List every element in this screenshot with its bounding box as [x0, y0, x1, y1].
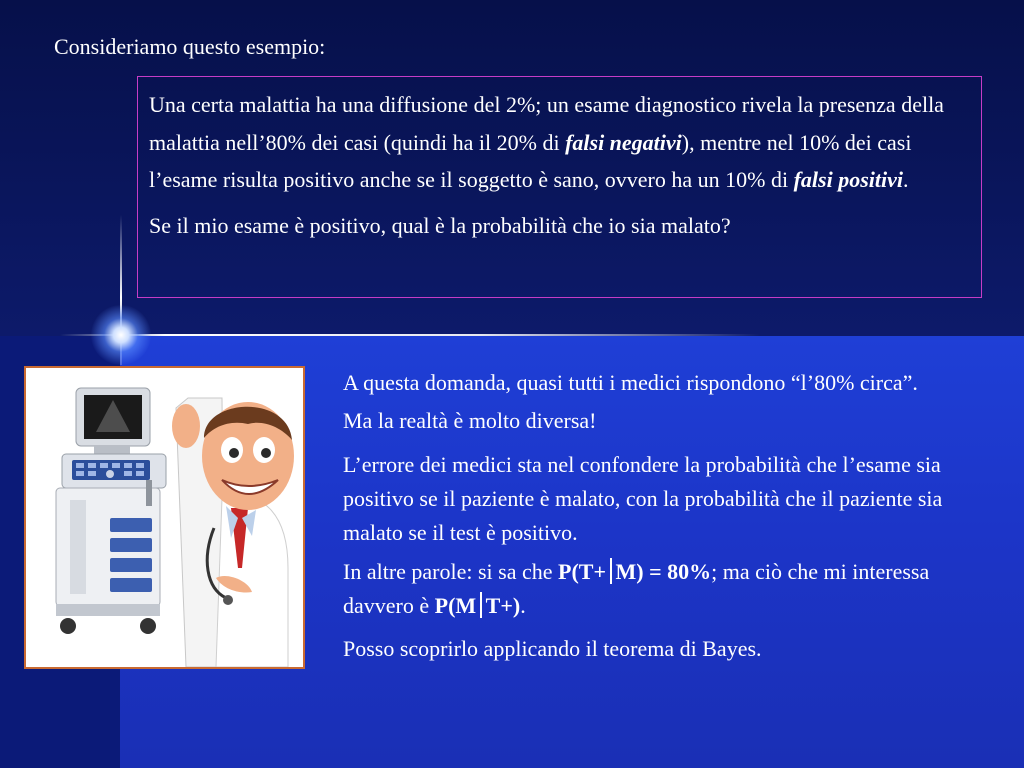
formula-p-m-given-t: P(M T+)	[434, 593, 521, 618]
conditional-bar-icon	[610, 558, 612, 584]
horizontal-light-line	[60, 334, 760, 336]
answer-paragraph-2: Ma la realtà è molto diversa!	[343, 408, 597, 433]
false-positives-term: falsi positivi	[793, 167, 903, 192]
false-negatives-term: falsi negativi	[565, 129, 682, 155]
cartoon-doctor-icon	[172, 398, 294, 667]
answer-paragraph-3: L’errore dei medici sta nel confondere la probabilità che l’esame sia positivo se il paziente è malato, con la probabilità che il paziente sia malato se il test è positivo.	[343, 452, 943, 545]
illustration	[26, 368, 303, 667]
light-flare-icon	[91, 305, 151, 365]
answer-paragraph-4: In altre parole: si sa che P(T+ M) = 80%; ma ciò che mi interessa davvero è P(M T+).	[343, 559, 930, 618]
formula-p-t-given-m: P(T+ M) = 80%	[558, 559, 712, 584]
conditional-bar-icon	[480, 592, 482, 618]
answer-paragraph-5: Posso scoprirlo applicando il teorema di Bayes.	[343, 636, 762, 661]
ultrasound-machine-icon	[56, 388, 166, 634]
problem-statement: Una certa malattia ha una diffusione del 2%; un esame diagnostico rivela la presenza della malattia nell’80% dei casi (quindi ha il 20% di falsi negativi), mentre nel 10% dei casi l’esame risulta positivo anche se il soggetto è sano, ovvero ha un 10% di falsi positivi.	[149, 92, 944, 192]
problem-box	[137, 76, 982, 298]
illustration-frame	[24, 366, 305, 669]
intro-heading: Consideriamo questo esempio:	[54, 34, 326, 59]
problem-question: Se il mio esame è positivo, qual è la probabilità che io sia malato?	[149, 212, 731, 238]
answer-section	[343, 366, 1003, 666]
answer-paragraph-1: A questa domanda, quasi tutti i medici rispondono “l’80% circa”.	[343, 370, 918, 395]
